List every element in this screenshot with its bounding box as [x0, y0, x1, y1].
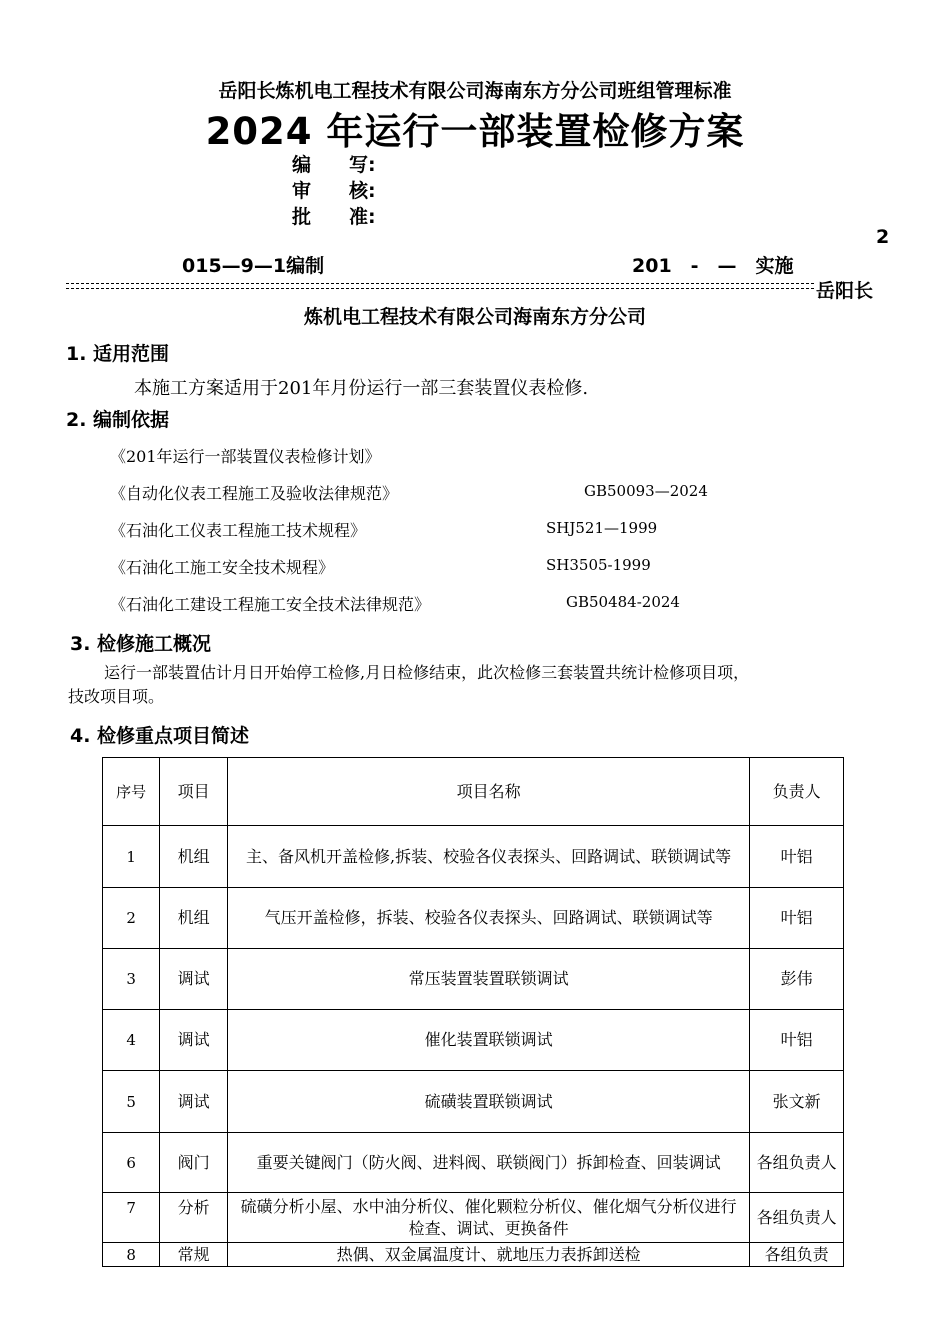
- reference-code: GB50484-2024: [566, 593, 680, 611]
- signature-label: 批 准:: [292, 206, 376, 228]
- reference-name: 《石油化工仪表工程施工技术规程》: [110, 521, 367, 540]
- row-owner: 彭伟: [750, 949, 844, 1010]
- divider-dashed: [66, 283, 814, 284]
- table-row: [103, 826, 844, 888]
- row-owner: 各组负责: [750, 1243, 844, 1267]
- row-project: 机组: [160, 888, 227, 949]
- reference-name: 《201年运行一部装置仪表检修计划》: [110, 447, 381, 466]
- key-items-table: [102, 757, 844, 1267]
- row-item-name: 热偶、双金属温度计、就地压力表拆卸送检: [227, 1243, 750, 1267]
- row-number: 3: [103, 949, 160, 1010]
- section-title-basis: 2. 编制依据: [66, 409, 170, 431]
- implemented-date: 201 - — 实施: [632, 255, 794, 277]
- section-title-overview: 3. 检修施工概况: [70, 633, 212, 655]
- reference-name: 《石油化工施工安全技术规程》: [110, 558, 335, 577]
- row-item-name: 气压开盖检修，拆装、校验各仪表探头、回路调试、联锁调试等: [227, 888, 750, 949]
- row-item-name: 硫磺分析小屋、水中油分析仪、催化颗粒分析仪、催化烟气分析仪进行检查、调试、更换备件: [227, 1193, 750, 1243]
- header-cell: 项目名称: [227, 758, 750, 826]
- row-number: 6: [103, 1133, 160, 1193]
- overview-text-line1: 运行一部装置估计月日开始停工检修,月日检修结束，此次检修三套装置共统计检修项目项，: [104, 663, 750, 682]
- row-item-name: 硫磺装置联锁调试: [227, 1071, 750, 1133]
- row-number: 8: [103, 1243, 160, 1267]
- row-project: 阀门: [160, 1133, 227, 1193]
- header-cell: 序号: [103, 758, 160, 826]
- row-owner: 各组负责人: [750, 1133, 844, 1193]
- row-project: 常规: [160, 1243, 227, 1267]
- reference-name: 《自动化仪表工程施工及验收法律规范》: [110, 484, 399, 503]
- row-number: 4: [103, 1010, 160, 1071]
- divider-dashed: [66, 288, 814, 289]
- section-title-key-items: 4. 检修重点项目简述: [70, 725, 250, 747]
- page-fragment: 2: [876, 226, 890, 248]
- signature-reviewer: [292, 176, 376, 203]
- header-cell: 负责人: [750, 758, 844, 826]
- scope-text: 本施工方案适用于201年月份运行一部三套装置仪表检修.: [134, 378, 589, 399]
- compiled-date: 015—9—1编制: [182, 255, 325, 277]
- row-project: 调试: [160, 1010, 227, 1071]
- reference-code: SH3505-1999: [546, 556, 651, 574]
- reference-code: SHJ521—1999: [546, 519, 658, 537]
- row-item-name: 常压装置装置联锁调试: [227, 949, 750, 1010]
- table-row: [103, 949, 844, 1010]
- row-project: 分析: [160, 1193, 227, 1243]
- row-owner: 张文新: [750, 1071, 844, 1133]
- row-number: 7: [103, 1193, 160, 1243]
- org-tail-right: 岳阳长: [816, 280, 874, 302]
- row-project: 调试: [160, 949, 227, 1010]
- section-title-scope: 1. 适用范围: [66, 343, 170, 365]
- signature-author: [292, 150, 376, 177]
- org-tail-center: 炼机电工程技术有限公司海南东方分公司: [303, 306, 646, 328]
- signature-approver: [292, 202, 376, 229]
- row-item-name: 重要关键阀门（防火阀、进料阀、联锁阀门）拆卸检查、回装调试: [227, 1133, 750, 1193]
- row-owner: 叶铝: [750, 1010, 844, 1071]
- row-item-name: 主、备风机开盖检修,拆装、校验各仪表探头、回路调试、联锁调试等: [227, 826, 750, 888]
- header-cell: 项目: [160, 758, 227, 826]
- row-number: 2: [103, 888, 160, 949]
- table-row: [103, 1071, 844, 1133]
- signature-label: 编 写:: [292, 154, 376, 176]
- row-item-name: 催化装置联锁调试: [227, 1010, 750, 1071]
- table-row: [103, 888, 844, 949]
- row-number: 5: [103, 1071, 160, 1133]
- row-number: 1: [103, 826, 160, 888]
- table-row: [103, 1010, 844, 1071]
- overview-text-line2: 技改项目项。: [68, 687, 165, 706]
- table-row: [103, 1243, 844, 1267]
- org-header-line: 岳阳长炼机电工程技术有限公司海南东方分公司班组管理标准: [218, 80, 732, 102]
- row-owner: 叶铝: [750, 826, 844, 888]
- table-header-row: [103, 758, 844, 826]
- signature-label: 审 核:: [292, 180, 376, 202]
- row-project: 机组: [160, 826, 227, 888]
- table-row: [103, 1193, 844, 1243]
- row-owner: 叶铝: [750, 888, 844, 949]
- row-project: 调试: [160, 1071, 227, 1133]
- row-owner: 各组负责人: [750, 1193, 844, 1243]
- reference-code: GB50093—2024: [584, 482, 708, 500]
- table-row: [103, 1133, 844, 1193]
- document-title: 2024 年运行一部装置检修方案: [205, 110, 745, 153]
- reference-name: 《石油化工建设工程施工安全技术法律规范》: [110, 595, 431, 614]
